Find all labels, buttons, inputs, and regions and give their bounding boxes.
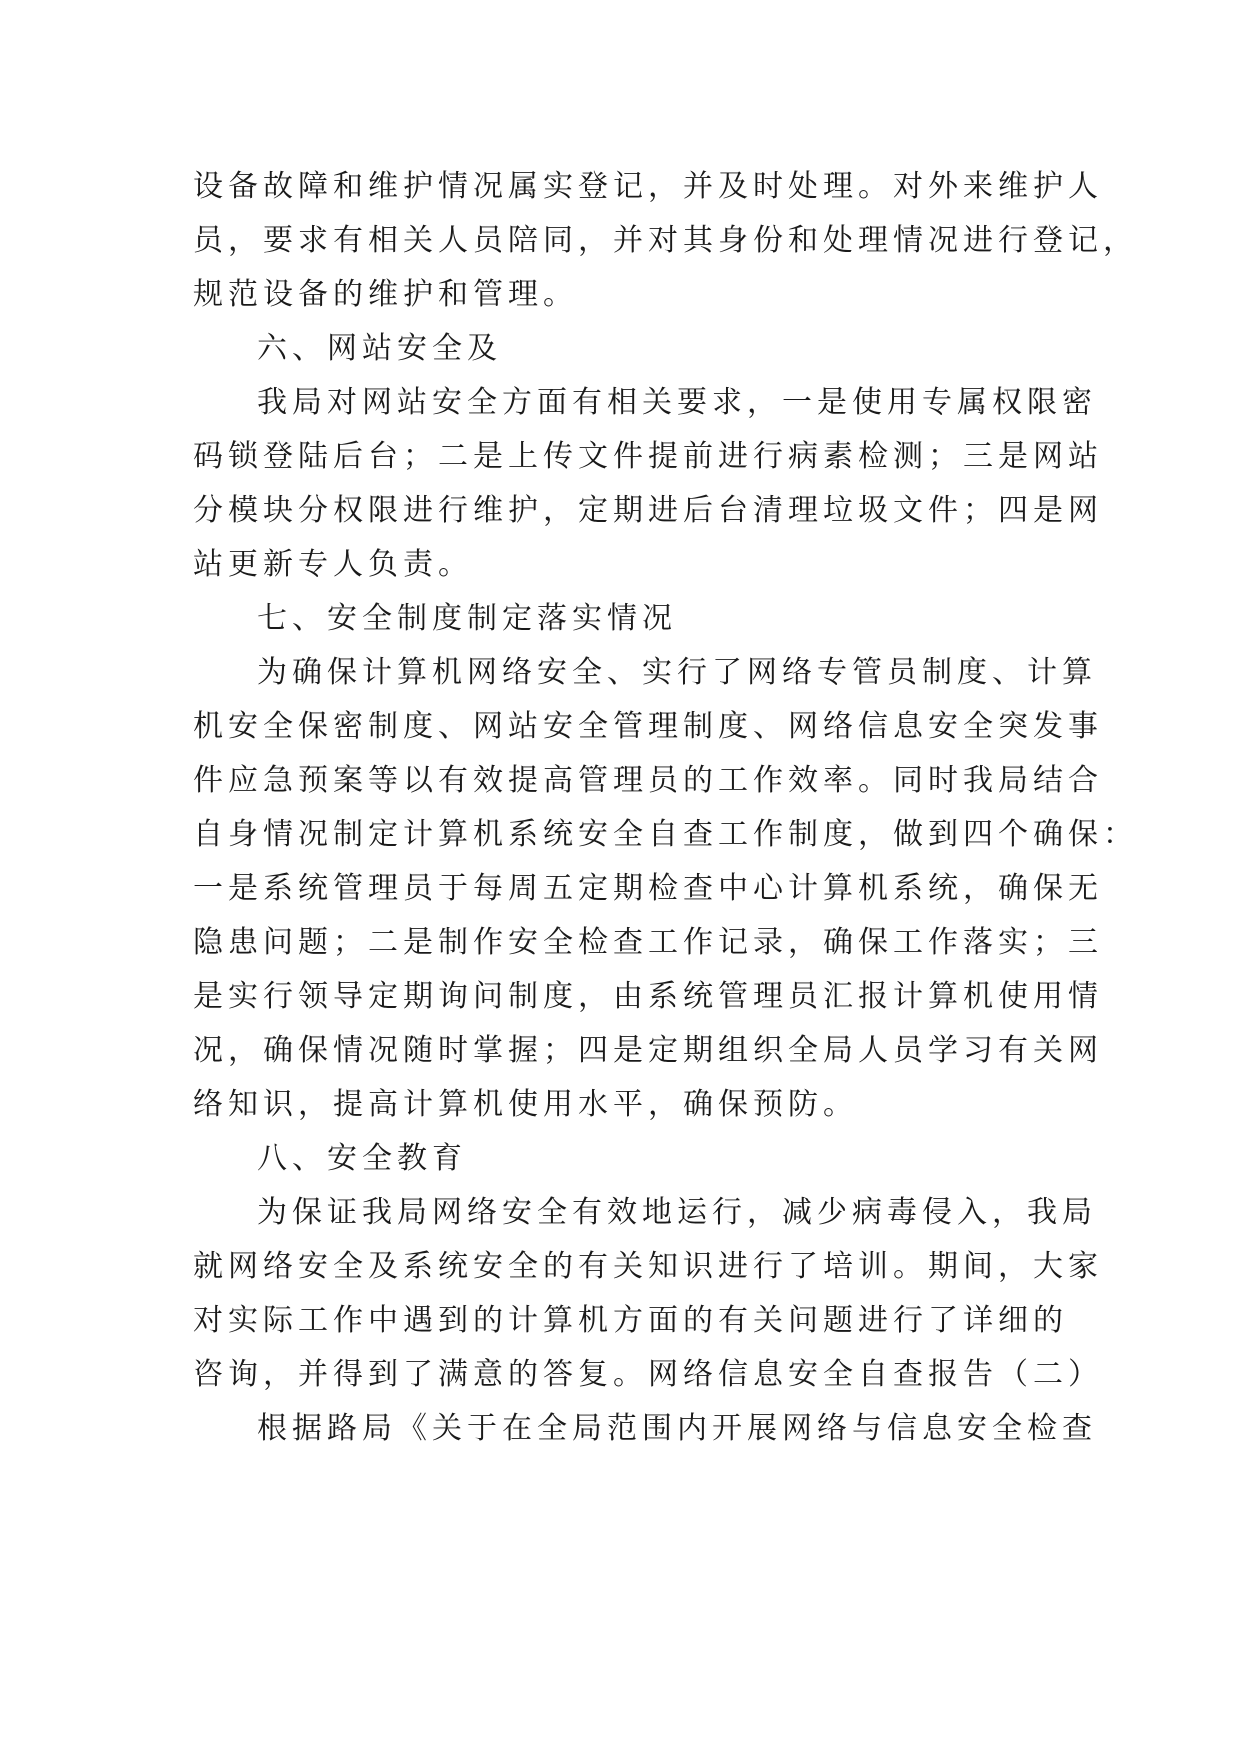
- paragraph-line: 自身情况制定计算机系统安全自查工作制度，做到四个确保：: [193, 817, 1138, 852]
- paragraph-line: 机安全保密制度、网站安全管理制度、网络信息安全突发事: [193, 709, 1103, 744]
- paragraph-line: 一是系统管理员于每周五定期检查中心计算机系统，确保无: [193, 871, 1103, 906]
- paragraph-line: 为保证我局网络安全有效地运行，减少病毒侵入，我局: [257, 1195, 1097, 1230]
- paragraph-line: 分模块分权限进行维护，定期进后台清理垃圾文件；四是网: [193, 493, 1103, 528]
- paragraph-line: 站更新专人负责。: [193, 547, 473, 582]
- paragraph-line: 员，要求有相关人员陪同，并对其身份和处理情况进行登记，: [193, 223, 1138, 258]
- paragraph-line: 码锁登陆后台；二是上传文件提前进行病素检测；三是网站: [193, 439, 1103, 474]
- document-body: [193, 160, 1138, 1456]
- section-heading: 六、网站安全及: [257, 331, 502, 366]
- paragraph-line: 规范设备的维护和管理。: [193, 277, 578, 312]
- paragraph-line: 隐患问题；二是制作安全检查工作记录，确保工作落实；三: [193, 925, 1103, 960]
- paragraph-line: 我局对网站安全方面有相关要求，一是使用专属权限密: [257, 385, 1097, 420]
- paragraph-line: 根据路局《关于在全局范围内开展网络与信息安全检查: [257, 1411, 1097, 1446]
- paragraph-line: 络知识，提高计算机使用水平，确保预防。: [193, 1087, 858, 1122]
- paragraph-line: 况，确保情况随时掌握；四是定期组织全局人员学习有关网: [193, 1033, 1103, 1068]
- paragraph-line: 设备故障和维护情况属实登记，并及时处理。对外来维护人: [193, 169, 1103, 204]
- paragraph-line: 是实行领导定期询问制度，由系统管理员汇报计算机使用情: [193, 979, 1103, 1014]
- paragraph-line: 咨询，并得到了满意的答复。网络信息安全自查报告（二）: [193, 1357, 1103, 1392]
- paragraph-line: 对实际工作中遇到的计算机方面的有关问题进行了详细的: [193, 1303, 1068, 1338]
- paragraph-line: 件应急预案等以有效提高管理员的工作效率。同时我局结合: [193, 763, 1103, 798]
- section-heading: 七、安全制度制定落实情况: [257, 601, 677, 636]
- section-heading: 八、安全教育: [257, 1141, 467, 1176]
- paragraph-line: 为确保计算机网络安全、实行了网络专管员制度、计算: [257, 655, 1097, 690]
- paragraph-line: 就网络安全及系统安全的有关知识进行了培训。期间，大家: [193, 1249, 1103, 1284]
